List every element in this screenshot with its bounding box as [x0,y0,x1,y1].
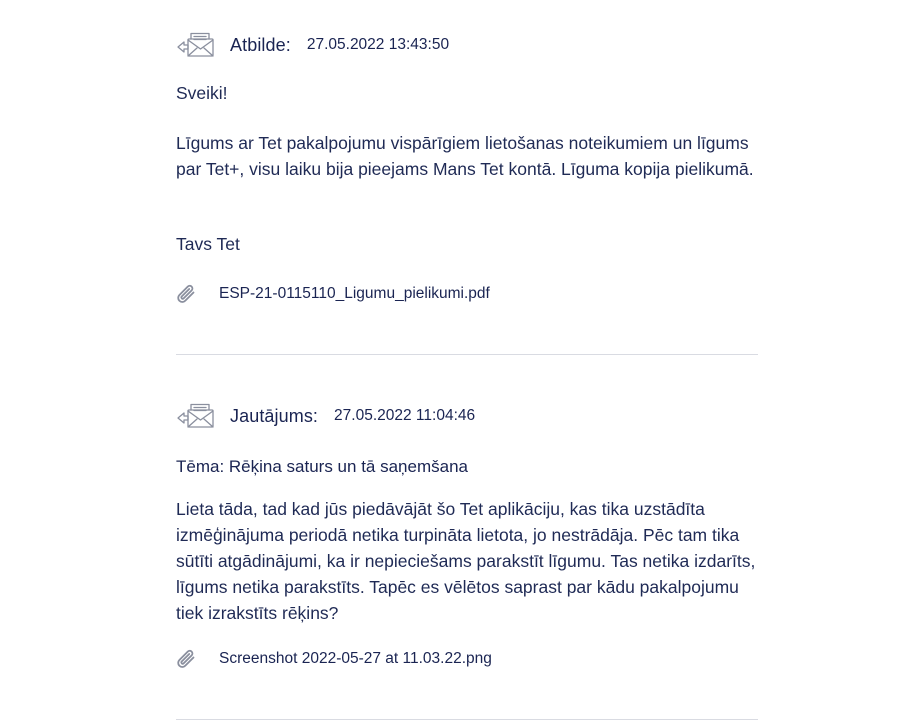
message-header [176,30,449,60]
message-signature: Tavs Tet [176,234,240,254]
attachment-link[interactable] [176,281,490,307]
message-datetime: 27.05.2022 11:04:46 [334,407,476,424]
paperclip-icon [176,648,198,670]
message-paragraph: Līgums ar Tet pakalpojumu vispārīgiem lietošanas noteikumiem un līgums par Tet+, visu laiku bija pieejams Mans Tet kontā. Līguma kopija pielikumā. [176,133,754,179]
message-greeting: Sveiki! [176,83,228,103]
message-datetime: 27.05.2022 13:43:50 [306,36,450,53]
message-type-label: Jautājums: [230,405,319,426]
attachment-link[interactable] [176,646,492,672]
message-paragraph: Lieta tāda, tad kad jūs piedāvājāt šo Tet aplikāciju, kas tika uzstādīta izmēģinājuma periodā netika turpināta lietota, jo nestrādāja. Pēc tam tika sūtīti atgādinājumi, ka ir nepieciešams parakstīt līgumu. Tas netika izdarīts, līgums netika parakstīts. Tapēc es vēlētos saprast par kādu pakalpojumu tiek izrakstīts rēķins? [176,499,756,623]
message-divider [176,719,758,720]
message-subject: Tēma: Rēķina saturs un tā saņemšana [176,457,468,476]
attachment-filename: Screenshot 2022-05-27 at 11.03.22.png [219,650,492,667]
message-type-label: Atbilde: [230,34,291,55]
envelope-question-icon [176,402,216,430]
message-divider [176,354,758,355]
attachment-filename: ESP-21-0115110_Ligumu_pielikumi.pdf [219,285,490,302]
paperclip-icon [176,283,198,305]
envelope-reply-icon [176,31,216,59]
message-header [176,401,475,431]
